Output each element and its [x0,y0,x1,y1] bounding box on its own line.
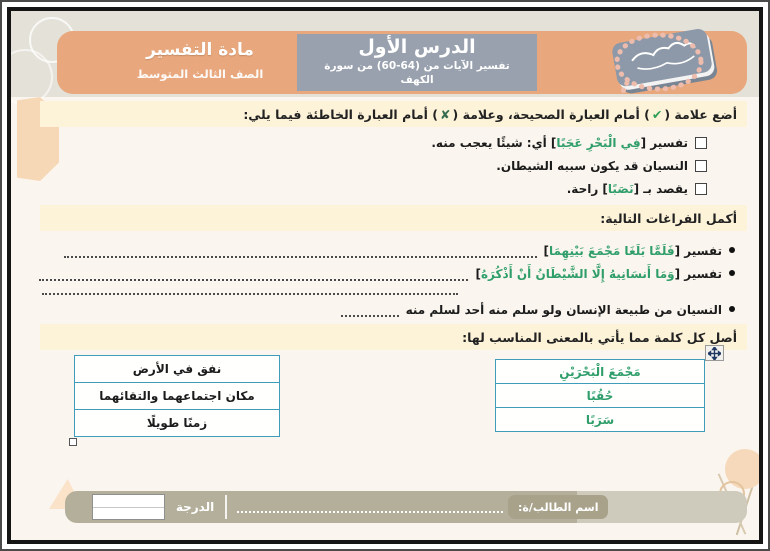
quran-quote: نَصَبًا [607,182,634,196]
quran-quote: وَمَا أَنسَانِيهُ إِلَّا الشَّيْطَانُ أَنْ أَذْكُرَهُ [480,267,675,281]
table-row [496,360,705,384]
lesson-title: الدرس الأول [358,36,476,58]
true-false-item [431,134,707,152]
q2-heading [40,205,747,231]
subject-title: مادة التفسير [146,40,254,60]
grade-box [92,494,165,520]
table-row [75,356,280,383]
item-text: تفسير [فِي الْبَحْرِ عَجَبًا] أي: شيئًا يعجب منه. [431,136,688,150]
quran-quote: فِي الْبَحْرِ عَجَبًا [556,136,641,150]
grade-line: الصف الثالث المتوسط [136,67,264,81]
header-banner [57,31,747,94]
true-false-item [567,180,707,198]
meaning-cell: نفق في الأرض [75,356,280,383]
true-false-item [496,157,707,175]
q3-heading [40,324,747,350]
answer-checkbox[interactable] [695,183,707,195]
answer-checkbox[interactable] [695,160,707,172]
meanings-table [74,355,280,437]
q3-heading-text: أصل كل كلمة مما يأتي بالمعنى المناسب لها: [462,329,737,345]
footer-divider [225,495,227,519]
word-cell: سَرَبًا [496,408,705,432]
table-row [496,408,705,432]
table-row [75,383,280,410]
answer-blank [39,269,468,281]
grade-box-divider [93,507,164,508]
worksheet-page [7,7,763,544]
meaning-cell: مكان اجتماعهما والتقائهما [75,383,280,410]
subject-block [105,40,295,81]
answer-blank [341,305,399,317]
bullet-icon [729,306,735,312]
student-name-blank [237,511,503,513]
grade-label: الدرجة [175,500,215,514]
fill-blank-item [39,263,735,281]
meaning-cell: زمنًا طويلًا [75,410,280,437]
lesson-title-box [297,34,537,91]
footer-bar [65,491,747,523]
table-row [75,410,280,437]
bullet-icon [729,247,735,253]
word-cell: حُقُبًا [496,384,705,408]
quran-book-icon [571,29,741,97]
cross-icon: ✘ [440,106,451,122]
table-move-handle[interactable] [705,345,724,361]
item-text: النسيان قد يكون سببه الشيطان. [496,159,688,173]
item-text: تفسير [فَلَمَّا بَلَغَا مَجْمَعَ بَيْنِهِمَا] [543,244,722,258]
word-cell: مَجْمَعَ الْبَحْرَيْنِ [496,360,705,384]
answer-blank-continuation [42,283,458,295]
item-text: تفسير [وَمَا أَنسَانِيهُ إِلَّا الشَّيْطَانُ أَنْ أَذْكُرَهُ] [475,267,722,281]
student-name-label: اسم الطالب/ة: [508,495,608,519]
table-row [496,384,705,408]
answer-checkbox[interactable] [695,137,707,149]
fill-blank-item [64,240,735,258]
lesson-subtitle: تفسير الآيات من (64-60) من سورة الكهف [324,59,510,86]
q1-heading-text: أضع علامة (✔) أمام العبارة الصحيحة، وعلامة (✘) أمام العبارة الخاطئة فيما يلي: [243,106,737,122]
words-table [495,359,705,432]
q1-heading [40,101,747,127]
answer-blank [64,246,537,258]
q2-heading-text: أكمل الفراغات التالية: [600,210,737,226]
table-resize-handle[interactable] [69,438,77,446]
item-text: يقصد بـ [نَصَبًا] راحة. [566,182,688,196]
check-icon: ✔ [651,106,663,122]
bullet-icon [729,270,735,276]
quran-quote: فَلَمَّا بَلَغَا مَجْمَعَ بَيْنِهِمَا [548,244,675,258]
item-text: النسيان من طبيعة الإنسان ولو سلم منه أحد لسلم منه [405,303,722,317]
fill-blank-item [341,299,735,317]
